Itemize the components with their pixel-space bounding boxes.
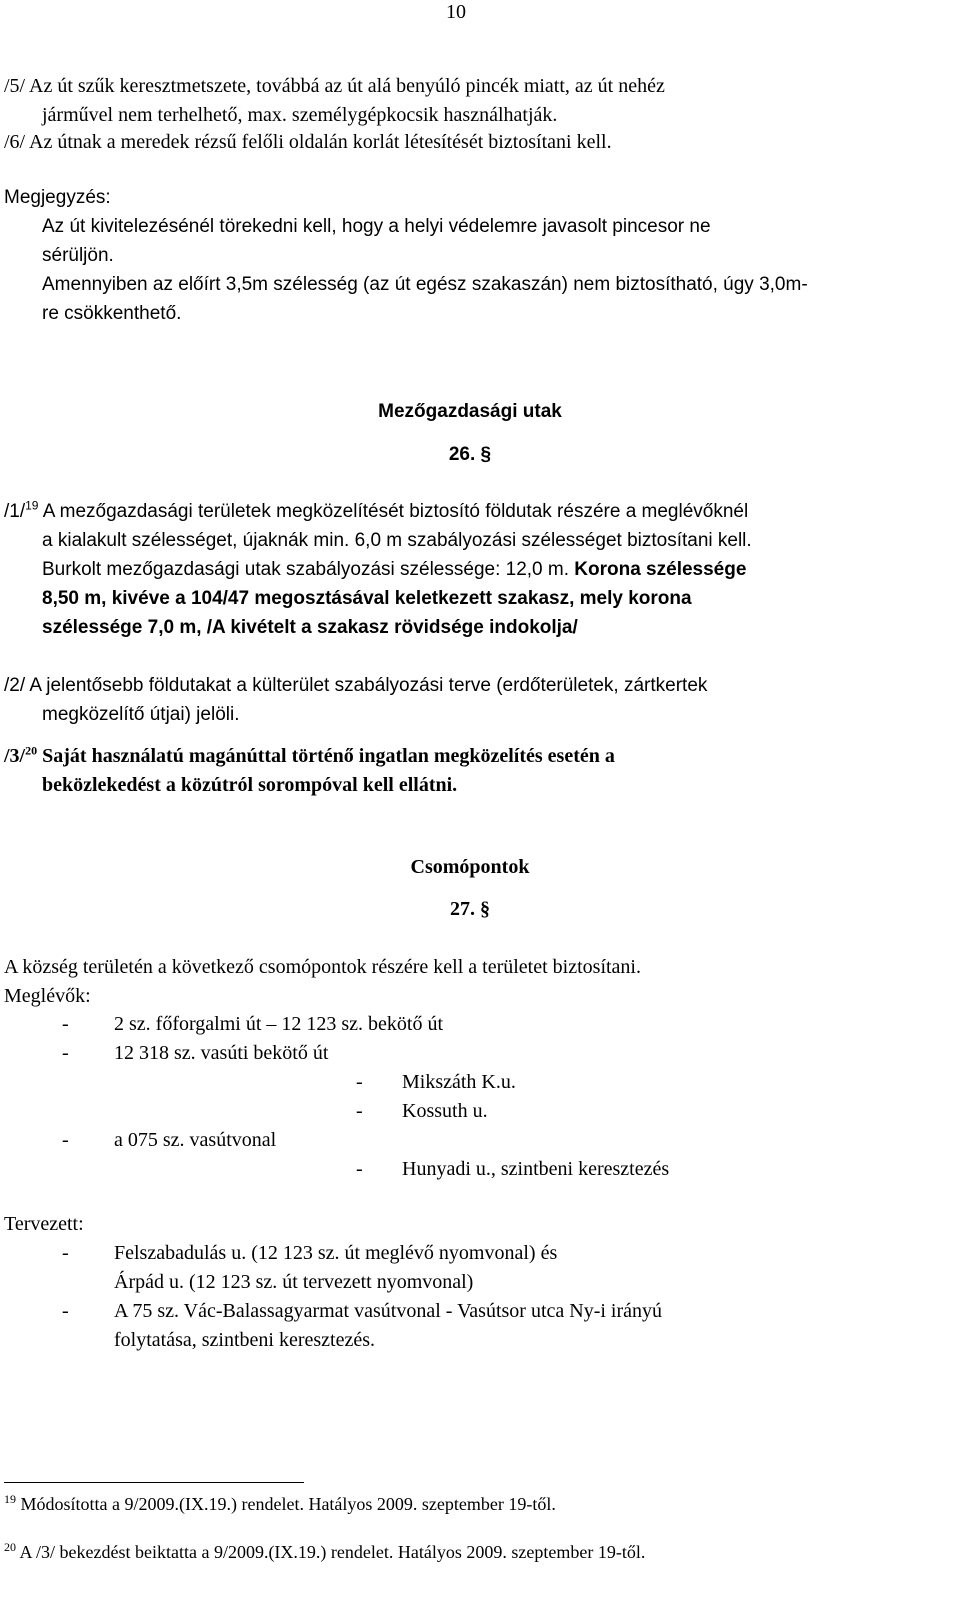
page-number: 10 [446,1,466,23]
footnote-20 [4,1538,645,1567]
note-line-4: re csökkenthető. [42,303,182,324]
paragraph-1-line-3-bold: Korona szélessége [574,559,747,580]
note-title: Megjegyzés: [4,187,111,208]
footnote-19 [4,1490,556,1519]
paragraph-3-prefix: /3/ [4,745,26,767]
planned-label: Tervezett: [4,1213,84,1235]
list-item: - a 075 sz. vasútvonal [62,1129,277,1151]
footnote-number: 19 [4,1492,16,1506]
footnote-number: 20 [4,1540,16,1554]
existing-label: Meglévők: [4,985,91,1007]
paragraph-1-line-4: 8,50 m, kivéve a 104/47 megosztásával keletkezett szakasz, mely korona [42,588,692,609]
section-27-title: Csomópontok [410,856,530,878]
note-block [4,183,944,328]
paragraph-1-line-1: A mezőgazdasági területek megközelítését biztosító földutak részére a meglévőknél [38,501,749,522]
list-item-continuation: folytatása, szintbeni keresztezés. [114,1329,375,1351]
note-line-2: sérüljön. [42,245,114,266]
paragraph-5 [4,72,944,130]
paragraph-6 [4,128,944,157]
list-item: - Mikszáth K.u. [356,1071,516,1093]
section-27-number: 27. § [450,898,490,920]
planned-list [62,1239,662,1355]
list-item: - Hunyadi u., szintbeni keresztezés [356,1158,670,1180]
section-26-paragraph-1 [4,497,944,642]
paragraph-2-line-2: megközelítő útjai) jelöli. [42,704,240,725]
paragraph-5-line-2: járművel nem terhelhető, max. személygépkocsik használhatják. [42,104,558,126]
section-26-title: Mezőgazdasági utak [378,401,562,422]
paragraph-3-line-2: beközlekedést a közútról sorompóval kell ellátni. [42,774,458,796]
list-item: - Felszabadulás u. (12 123 sz. út meglévő nyomvonal) és [62,1242,558,1264]
paragraph-1-line-3: Burkolt mezőgazdasági utak szabályozási szélessége: 12,0 m. [42,559,575,580]
intro-text: A község területén a következő csomópontok részére kell a területet biztosítani. [4,956,641,978]
note-line-1: Az út kivitelezésénél törekedni kell, hogy a helyi védelemre javasolt pincesor ne [42,216,711,237]
paragraph-3-line-1: Saját használatú magánúttal történő ingatlan megközelítés esetén a [37,745,615,767]
section-27-intro [4,953,944,1011]
section-26-paragraph-3 [4,742,944,800]
paragraph-5-line-1: /5/ Az út szűk keresztmetszete, továbbá az út alá benyúló pincék miatt, az út nehéz [4,75,665,97]
existing-list [62,1010,669,1184]
section-26-number: 26. § [448,444,492,465]
paragraph-1-prefix: /1/ [4,501,26,522]
list-item: - Kossuth u. [356,1100,488,1122]
section-26-paragraph-2 [4,671,944,729]
note-line-3: Amennyiben az előírt 3,5m szélesség (az út egész szakaszán) nem biztosítható, úgy 3,0m- [42,274,808,295]
paragraph-1-line-5: szélessége 7,0 m, /A kivételt a szakasz rövidsége indokolja/ [42,617,578,638]
list-item: - A 75 sz. Vác-Balassagyarmat vasútvonal - Vasútsor utca Ny-i irányú [62,1300,663,1322]
footnote-ref-19[interactable]: 19 [25,498,39,513]
list-item: - 12 318 sz. vasúti bekötő út [62,1042,329,1064]
footnote-text: A /3/ bekezdést beiktatta a 9/2009.(IX.19.) rendelet. Hatályos 2009. szeptember 19-től. [16,1542,646,1562]
footnote-text: Módosította a 9/2009.(IX.19.) rendelet. Hatályos 2009. szeptember 19-től. [16,1494,556,1514]
paragraph-6-text: /6/ Az útnak a meredek rézsű felőli oldalán korlát létesítését biztosítani kell. [4,131,612,153]
footnote-ref-20[interactable]: 20 [25,743,38,758]
paragraph-2-line-1: /2/ A jelentősebb földutakat a külterület szabályozási terve (erdőterületek, zártkertek [4,675,708,696]
list-item-continuation: Árpád u. (12 123 sz. út tervezett nyomvonal) [114,1271,474,1293]
paragraph-1-line-2: a kialakult szélességet, újaknák min. 6,0 m szabályozási szélességet biztosítani kell. [42,530,752,551]
list-item: - 2 sz. főforgalmi út – 12 123 sz. bekötő út [62,1013,444,1035]
footnote-divider [4,1482,304,1483]
